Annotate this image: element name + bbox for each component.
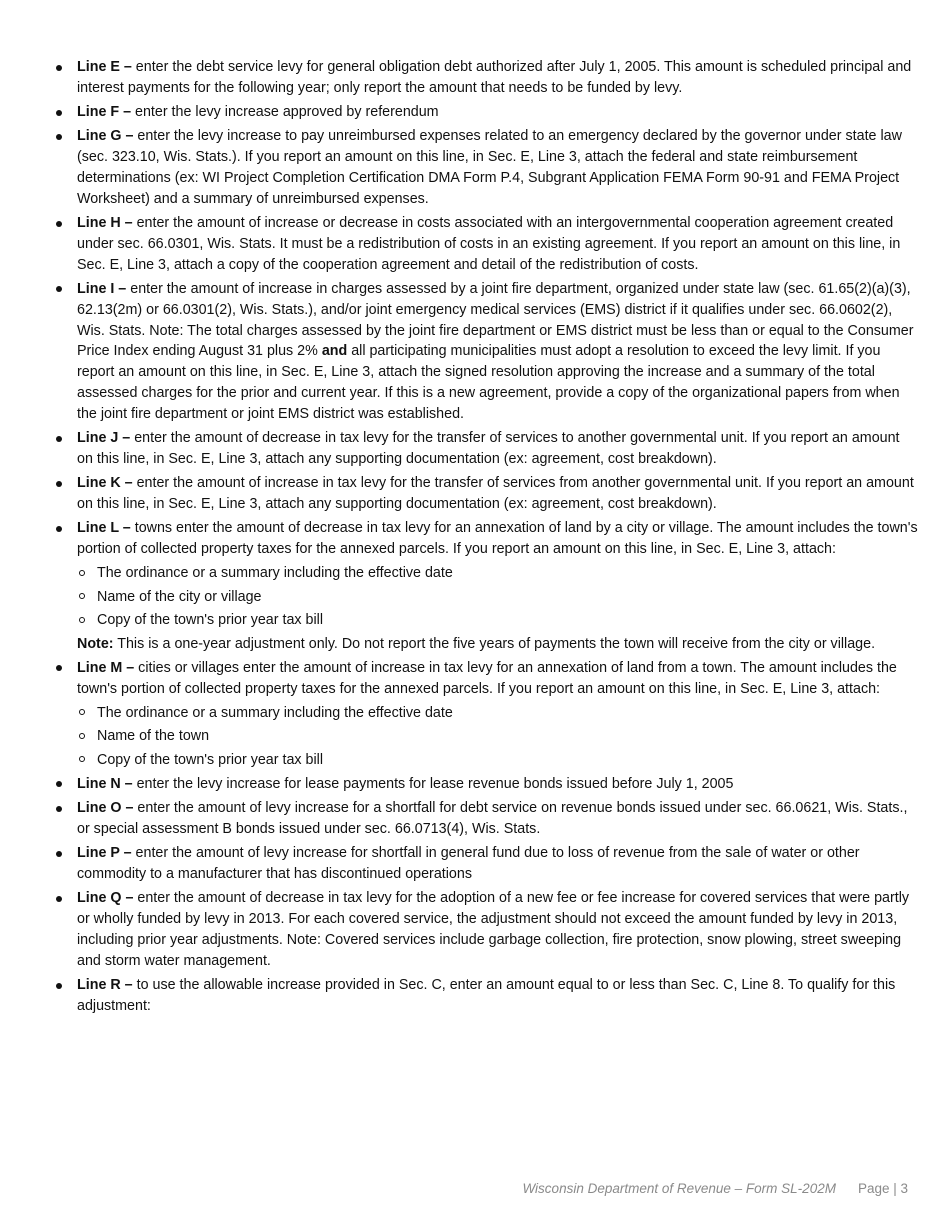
list-item-line-n [52,774,918,795]
list-item-line-i [52,279,918,425]
sub-list-item: Copy of the town's prior year tax bill [77,610,918,631]
line-label: Line I – [77,280,127,297]
list-item-line-q [52,888,918,971]
line-label: Line P – [77,845,132,862]
list-item-line-e [52,57,918,99]
line-label: Line E – [77,59,132,75]
page-footer [522,1179,908,1200]
sub-list-item: Name of the town [77,726,918,747]
list-item-line-p [52,843,918,885]
line-text: enter the amount of increase in tax levy for the transfer of services from another governmental unit. If you report an amount on this line, in Sec. E, Line 3, attach any supporting documentation (ex: agreement, cost breakdown). [77,475,914,512]
line-label: Line K – [77,475,133,492]
line-label: Line M – [77,659,135,676]
line-text: enter the amount of decrease in tax levy for the adoption of a new fee or fee increase for covered services that were partly or wholly funded by levy in 2013. For each covered service, the adjustment should not exceed the amount funded by levy in 2013, including prior year adjustments. Note: Covered services include garbage collection, fire protection, snow plowing, street sweeping and storm water management. [77,890,910,969]
sub-list-item: The ordinance or a summary including the effective date [77,563,918,584]
line-label: Line L – [77,520,131,537]
footer-form-name: Wisconsin Department of Revenue – Form SL-202M [522,1181,836,1196]
line-label: Line H – [77,215,133,232]
list-item-line-f [52,102,918,123]
note-label: Note: [77,635,114,652]
list-item-line-k [52,473,918,515]
line-text: to use the allowable increase provided in Sec. C, enter an amount equal to or less than Sec. C, Line 8. To qualify for this adjustment: [77,977,896,1014]
line-text: towns enter the amount of decrease in tax levy for an annexation of land by a city or village. The amount includes the town's portion of collected property taxes for the annexed parcels. If you report an amount on this line, in Sec. E, Line 3, attach: [77,520,918,558]
list-item-line-g [52,126,918,209]
line-text: enter the levy increase approved by referendum [131,104,439,121]
footer-page-number: Page | 3 [857,1181,908,1196]
list-item-line-h [52,213,918,275]
line-label: Line G – [77,128,134,145]
list-item-line-o [52,798,918,840]
note-paragraph [77,634,918,655]
list-item-line-r [52,975,918,1017]
line-label: Line N – [77,775,133,792]
line-label: Line J – [77,430,131,447]
list-item-line-j [52,428,918,470]
note-text: This is a one-year adjustment only. Do not report the five years of payments the town will receive from the city or village. [113,635,876,652]
line-label: Line O – [77,800,134,817]
sub-list-item: Copy of the town's prior year tax bill [77,750,918,771]
line-text: enter the levy increase for lease payments for lease revenue bonds issued before July 1, 2005 [132,775,734,792]
sub-list-item: The ordinance or a summary including the effective date [77,703,918,724]
line-text: enter the amount of increase or decrease in costs associated with an intergovernmental cooperation agreement created under sec. 66.0301, Wis. Stats. It must be a redistribution of costs in an existing agreement. If you report an amount on this line, in Sec. E, Line 3, attach a copy of the cooperation agreement and detail of the redistribution of costs. [77,215,901,273]
line-text: enter the debt service levy for general obligation debt authorized after July 1, 2005. This amount is scheduled principal and interest payments for the following year; only report the amount that needs to be funded by levy. [77,59,912,96]
line-text: cities or villages enter the amount of increase in tax levy for an annexation of land from a town. The amount includes the town's portion of collected property taxes for the annexed parcels. If you report an amount on this line, in Sec. E, Line 3, attach: [77,659,897,697]
list-item-line-l [52,518,918,654]
sub-list-item: Name of the city or village [77,587,918,608]
line-text: enter the amount of levy increase for shortfall in general fund due to loss of revenue from the sale of water or other commodity to a manufacturer that has discontinued operations [77,845,860,883]
attachments-sublist [77,703,918,771]
line-text: enter the levy increase to pay unreimbursed expenses related to an emergency declared by the governor under state law (sec. 323.10, Wis. Stats.). If you report an amount on this line, in Sec. E, Line 3, attach the federal and state reimbursement determinations (ex: WI Project Completion Certification DMA Form P.4, Subgrant Application FEMA Form 90-91 and FEMA Project Worksheet) and a summary of unreimbursed expenses. [77,128,902,207]
bold-and: and [321,343,348,360]
line-text: enter the amount of levy increase for a shortfall for debt service on revenue bonds issued under sec. 66.0621, Wis. Stats., or special assessment B bonds issued under sec. 66.0713(4), Wis. Stats. [77,800,908,838]
line-instructions-list [52,57,918,1020]
line-label: Line R – [77,977,133,994]
attachments-sublist [77,563,918,631]
line-label: Line F – [77,104,132,121]
list-item-line-m [52,658,918,771]
line-label: Line Q – [77,890,134,907]
line-text: enter the amount of increase in charges assessed by a joint fire department, organized under state law (sec. 61.65(2)(a)(3), 62.13(2m) or 66.0301(2), Wis. Stats.), and/or joint emergency medical services (EMS) district if it qualifies under sec. 66.0602(2), Wis. Stats. Note: The total charges assessed by the joint fire department or EMS district must be less than or equal to the Consumer Price Index ending August 31 plus 2% [77,280,914,360]
line-text-continued: all participating municipalities must adopt a resolution to exceed the levy limit. If you report an amount on this line, in Sec. E, Line 3, attach the signed resolution approving the increase and a summary of the total assessed charges for the prior and current year. If this is a new agreement, provide a copy of the organizational papers from when the joint fire department or joint EMS district was established. [77,343,900,422]
line-text: enter the amount of decrease in tax levy for the transfer of services to another governmental unit. If you report an amount on this line, in Sec. E, Line 3, attach any supporting documentation (ex: agreement, cost breakdown). [77,430,900,467]
